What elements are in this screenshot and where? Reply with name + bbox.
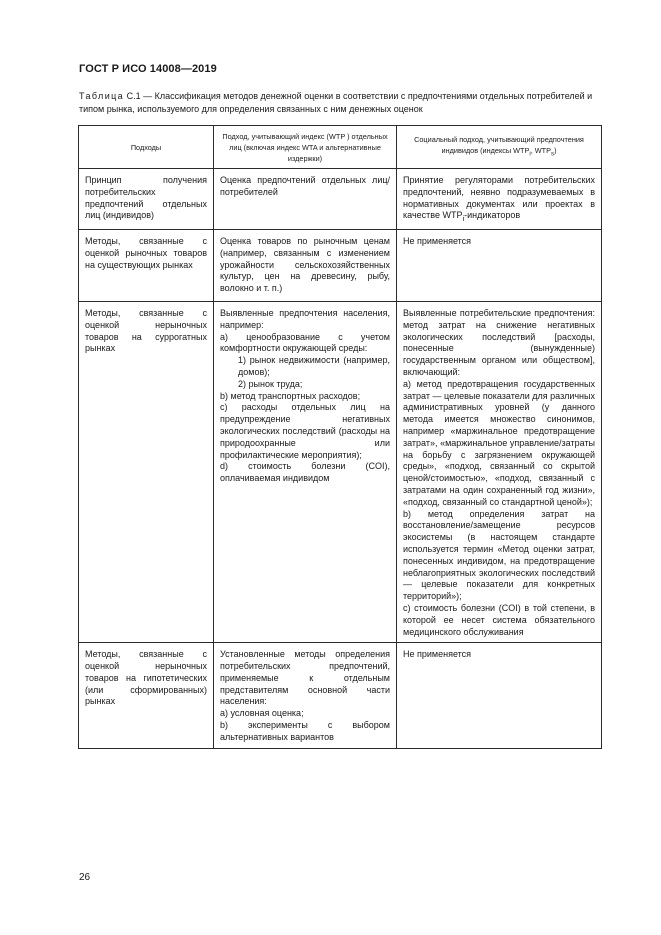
list-item: Выявленные предпочтения населения, например: xyxy=(220,307,390,330)
header-social: Социальный подход, учитывающий предпочтения индивидов (индексы $WTP_i$, $WTP_s$) xyxy=(397,126,602,169)
list-item: a) условная оценка; xyxy=(220,708,304,719)
list-item: d) стоимость болезни (COI), оплачиваемая индивидом xyxy=(220,461,390,484)
list-item: c) расходы отдельных лиц на предупреждение негативных экологических последствий (расходы на природоохранные или профилактические мероприятия); xyxy=(220,402,390,460)
row-individual xyxy=(214,643,397,748)
row-social: Принятие регуляторами потребительских предпочтений, неявно подразумеваемых в нормативных документах или проектах в качестве $WTP_i$-индикаторов xyxy=(397,169,602,230)
row-approach: Методы, связанные с оценкой нерыночных товаров на суррогатных рынках xyxy=(79,301,214,642)
standard-header: ГОСТ Р ИСО 14008—2019 xyxy=(79,63,217,75)
row-individual: Оценка предпочтений отдельных лиц/потребителей xyxy=(214,169,397,230)
row-approach: Методы, связанные с оценкой рыночных товаров на существующих рынках xyxy=(79,229,214,301)
list-item: b) метод определения затрат на восстановление/замещение ресурсов экосистемы (в настоящем стандарте используется термин «Метод оценки затрат, понесенных индивидом, на предотвращение неблагоприятных экологических последствий — целевые показатели для конкретных территорий»); xyxy=(403,508,595,602)
table-row xyxy=(79,169,602,230)
list-item: Выявленные потребительские предпочтения: метод затрат на снижение негативных экологических последствий [расходы, понесенные (вынужденные) государственным органом или обществом], включающий: xyxy=(403,307,595,377)
list-item: a) метод предотвращения государственных затрат — целевые показатели для различных административных уровней (у данного метода имеется множество синонимов, например «маржинальное предотвращение затрат», «маржинальное управление/затраты на борьбу с загрязнением окружающей среды», «подход, связанный со скрытой ценой/стоимостью», «подход, связанный с затратами на один сохраненный год жизни», «подход, связанный со стандартной ценой»); xyxy=(403,378,595,507)
row-approach: Принцип получения потребительских предпочтений отдельных лиц (индивидов) xyxy=(79,169,214,230)
header-individual: Подход, учитывающий индекс (WTP ) отдельных лиц (включая индекс WTA и альтернативные издержки) xyxy=(214,126,397,169)
row-social: Не применяется xyxy=(397,229,602,301)
list-item: b) метод транспортных расходов; xyxy=(220,390,361,401)
page-number: 26 xyxy=(79,872,91,883)
list-item: 1) рынок недвижимости (например, домов); xyxy=(238,355,390,377)
row-social: Не применяется xyxy=(397,643,602,748)
caption-number: С.1 xyxy=(126,91,141,101)
row-individual: Оценка товаров по рыночным ценам (например, связанным с изменением урожайности сельскохозяйственных культур, цен на древесину, рыбу, волокно и т. п.) xyxy=(214,229,397,301)
list-item: Установленные методы определения потребительских предпочтений, применяемые к отдельным представителям основной части населения: xyxy=(220,649,390,707)
row-approach: Методы, связанные с оценкой нерыночных товаров на гипотетических (или сформированных) рынках xyxy=(79,643,214,748)
classification-table xyxy=(78,125,602,749)
header-approaches: Подходы xyxy=(79,126,214,169)
table-caption xyxy=(79,90,599,116)
list-item: 2) рынок труда; xyxy=(238,378,303,389)
table-row xyxy=(79,229,602,301)
list-item: b) эксперименты с выбором альтернативных вариантов xyxy=(220,720,390,742)
row-individual xyxy=(214,301,397,642)
caption-label: Таблица xyxy=(79,91,125,101)
list-item: c) стоимость болезни (COI) в той степени, в которой ее несет система обязательного медицинского обслуживания xyxy=(403,602,595,637)
table-row xyxy=(79,643,602,748)
list-item: a) ценообразование с учетом комфортности окружающей среды: xyxy=(220,331,390,354)
row-social xyxy=(397,301,602,642)
table-header-row xyxy=(79,126,602,169)
caption-text: — Классификация методов денежной оценки в соответствии с предпочтениями отдельных потребителей и типом рынка, используемого для определения связанных с ним денежных оценок xyxy=(79,91,593,114)
table-row xyxy=(79,301,602,642)
